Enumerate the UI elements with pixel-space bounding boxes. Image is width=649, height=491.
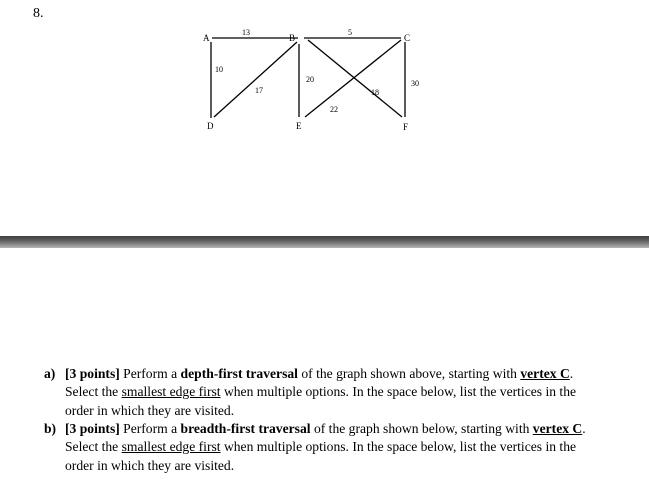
- vertex-label-e: E: [296, 121, 302, 131]
- weight-ad: 10: [215, 65, 223, 74]
- weight-be: 20: [306, 75, 314, 84]
- question-number: 8.: [33, 6, 44, 21]
- part-b-letter: b): [44, 421, 57, 436]
- edge-db: [214, 42, 297, 117]
- section-divider: [0, 236, 649, 248]
- graph-diagram: [0, 0, 649, 236]
- vertex-label-f: F: [403, 122, 409, 132]
- weight-db: 17: [255, 86, 263, 95]
- edge-ec: [305, 40, 401, 117]
- weight-ab: 13: [242, 28, 250, 37]
- weight-bc: 5: [348, 28, 352, 37]
- weight-ec: 18: [371, 88, 379, 97]
- question-part-b: [44, 420, 604, 475]
- vertex-label-b: B: [289, 33, 296, 43]
- edge-bf: [308, 40, 402, 117]
- question-part-a: [44, 365, 604, 420]
- part-a-text: [3 points] Perform a depth-first traversal of the graph shown above, starting with vertex C. Select the smallest edge first when multiple options. In the space below, list the vertices in the order in which they are visited.: [65, 366, 577, 418]
- vertex-label-d: D: [207, 121, 214, 131]
- part-a-letter: a): [44, 366, 56, 381]
- vertex-label-c: C: [404, 33, 411, 43]
- weight-bf: 22: [330, 105, 338, 114]
- vertex-label-a: A: [203, 33, 210, 43]
- part-b-text: [3 points] Perform a breadth-first traversal of the graph shown below, starting with vertex C. Select the smallest edge first when multiple options. In the space below, list the vertices in the order in which they are visited.: [65, 421, 586, 473]
- weight-cf: 30: [411, 79, 419, 88]
